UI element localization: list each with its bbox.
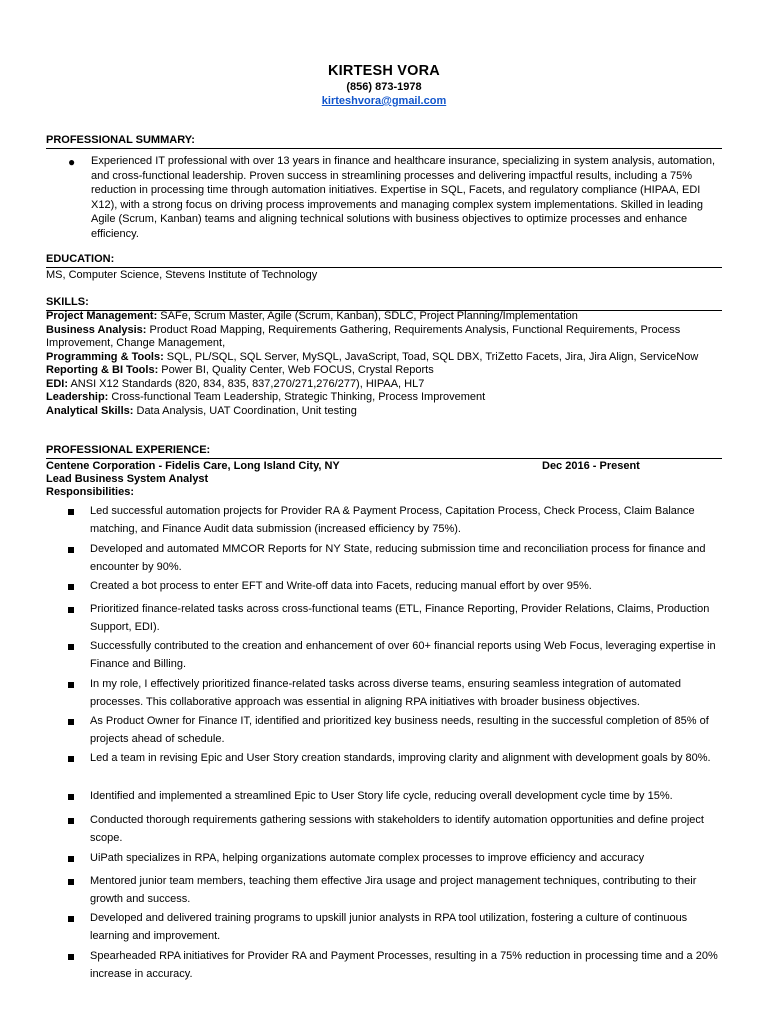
responsibilities-label: Responsibilities: bbox=[46, 486, 135, 498]
skill-row bbox=[46, 324, 722, 351]
skill-value: Power BI, Quality Center, Web FOCUS, Crystal Reports bbox=[158, 364, 434, 376]
candidate-name: KIRTESH VORA bbox=[328, 63, 440, 79]
skill-label: Reporting & BI Tools: bbox=[46, 364, 159, 376]
education-text: MS, Computer Science, Stevens Institute of Technology bbox=[46, 269, 318, 281]
summary-heading: PROFESSIONAL SUMMARY: bbox=[46, 134, 722, 149]
responsibility-text: UiPath specializes in RPA, helping organizations automate complex processes to improve efficiency and accuracy bbox=[90, 852, 645, 864]
square-bullet-icon bbox=[68, 509, 74, 515]
skill-label: Analytical Skills: bbox=[46, 404, 134, 417]
skill-row bbox=[46, 364, 722, 378]
summary-text: Experienced IT professional with over 13 years in finance and healthcare insurance, specializing in system analysis, automation, and cross-functional leadership. Proven success in streamlining processes and delivering impactful results, including a 75% reduction in processing time through automation initiatives. Expertise in SQL, Facets, and regulatory compliance (HIPAA, EDI X12), with a strong focus on driving process improvements and managing complex system implementations. Skilled in leading Agile (Scrum, Kanban) teams and aligning technical solutions with business objectives to optimize processes and enhance efficiency. bbox=[91, 155, 716, 240]
responsibility-text: Mentored junior team members, teaching them effective Jira usage and project management techniques, contributing to their growth and success. bbox=[90, 875, 697, 905]
bullet-icon: ● bbox=[68, 155, 76, 169]
skill-row bbox=[46, 351, 722, 365]
responsibility-text: Developed and delivered training programs to upskill junior analysts in RPA tool utilization, fostering a culture of continuous learning and improvement. bbox=[90, 912, 688, 942]
skill-row bbox=[46, 378, 722, 392]
skill-value: Data Analysis, UAT Coordination, Unit testing bbox=[133, 404, 357, 417]
square-bullet-icon bbox=[68, 794, 74, 800]
employment-dates: Dec 2016 - Present bbox=[542, 460, 640, 472]
skill-row bbox=[46, 391, 722, 405]
skill-label: Programming & Tools: bbox=[46, 350, 164, 363]
skill-value: Cross-functional Team Leadership, Strategic Thinking, Process Improvement bbox=[108, 391, 486, 403]
skill-value: SQL, PL/SQL, SQL Server, MySQL, JavaScript, Toad, SQL DBX, TriZetto Facets, Jira, Jira Align, ServiceNow bbox=[163, 350, 699, 363]
responsibility-text: As Product Owner for Finance IT, identified and prioritized key business needs, resulting in the successful completion of 85% of projects ahead of schedule. bbox=[90, 715, 709, 745]
skill-row bbox=[46, 405, 722, 419]
skills-heading: SKILLS: bbox=[46, 296, 722, 311]
responsibility-text: Prioritized finance-related tasks across cross-functional teams (ETL, Finance Reporting, Provider Relations, Claims, Production Support, EDI). bbox=[90, 603, 710, 633]
skill-label: EDI: bbox=[46, 377, 68, 390]
email-link[interactable]: kirteshvora@gmail.com bbox=[321, 95, 447, 107]
square-bullet-icon bbox=[68, 607, 74, 613]
square-bullet-icon bbox=[68, 818, 74, 824]
phone-number: (856) 873-1978 bbox=[346, 81, 422, 93]
square-bullet-icon bbox=[68, 584, 74, 590]
square-bullet-icon bbox=[68, 756, 74, 762]
responsibility-text: Developed and automated MMCOR Reports for NY State, reducing submission time and reconciliation process for finance and encounter by 90%. bbox=[90, 543, 706, 573]
square-bullet-icon bbox=[68, 856, 74, 862]
employer-name: Centene Corporation - Fidelis Care, Long Island City, NY bbox=[46, 460, 340, 472]
square-bullet-icon bbox=[68, 916, 74, 922]
skill-label: Project Management: bbox=[46, 310, 158, 322]
job-title: Lead Business System Analyst bbox=[46, 473, 209, 485]
skill-label: Leadership: bbox=[46, 391, 109, 403]
skill-value: Product Road Mapping, Requirements Gathering, Requirements Analysis, Functional Requirements, Process Improvement, Change Management, bbox=[46, 323, 681, 349]
square-bullet-icon bbox=[68, 719, 74, 725]
responsibility-text: Spearheaded RPA initiatives for Provider RA and Payment Processes, resulting in a 75% reduction in processing time and a 20% increase in accuracy. bbox=[90, 950, 718, 980]
education-heading: EDUCATION: bbox=[46, 253, 722, 268]
skill-label: Business Analysis: bbox=[46, 323, 147, 336]
skill-row bbox=[46, 310, 722, 324]
square-bullet-icon bbox=[68, 644, 74, 650]
square-bullet-icon bbox=[68, 954, 74, 960]
skill-value: SAFe, Scrum Master, Agile (Scrum, Kanban), SDLC, Project Planning/Implementation bbox=[157, 310, 578, 322]
skills-list bbox=[46, 310, 722, 418]
responsibility-text: In my role, I effectively prioritized finance-related tasks across diverse teams, ensuring seamless integration of automated processes. This collaborative approach was essential in aligning RPA initiatives with broader business objectives. bbox=[90, 678, 682, 708]
responsibility-text: Led successful automation projects for Provider RA & Payment Process, Capitation Process, Check Process, Claim Balance matching, and Finance Audit data submission (increased efficiency by 75%). bbox=[90, 505, 695, 535]
responsibility-text: Led a team in revising Epic and User Story creation standards, improving clarity and alignment with development goals by 80%. bbox=[90, 752, 711, 764]
experience-heading: PROFESSIONAL EXPERIENCE: bbox=[46, 444, 722, 459]
square-bullet-icon bbox=[68, 682, 74, 688]
square-bullet-icon bbox=[68, 547, 74, 553]
responsibility-text: Conducted thorough requirements gathering sessions with stakeholders to identify automation opportunities and define project scope. bbox=[90, 814, 704, 844]
responsibility-text: Successfully contributed to the creation and enhancement of over 60+ financial reports using Web Focus, leveraging expertise in Finance and Billing. bbox=[90, 640, 716, 670]
square-bullet-icon bbox=[68, 879, 74, 885]
skill-value: ANSI X12 Standards (820, 834, 835, 837,270/271,276/277), HIPAA, HL7 bbox=[68, 377, 425, 390]
responsibility-text: Created a bot process to enter EFT and Write-off data into Facets, reducing manual effort by over 95%. bbox=[90, 580, 592, 592]
responsibility-text: Identified and implemented a streamlined Epic to User Story life cycle, reducing overall development cycle time by 15%. bbox=[90, 790, 673, 802]
